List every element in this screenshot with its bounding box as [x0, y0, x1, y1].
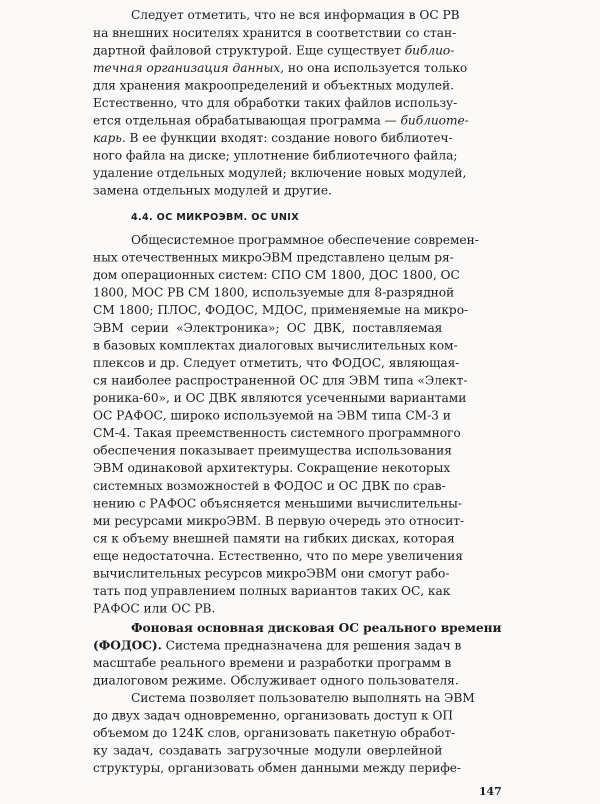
text-line: ется отдельная обрабатывающая программа — библиоте- [92, 113, 469, 128]
text-line: ных отечественных микроЭВМ представлено целым ря- [92, 250, 454, 265]
text-line: плексов и др. Следует отметить, что ФОДОС, являющая- [92, 356, 460, 371]
text-line: удаление отдельных модулей; включение новых модулей, [92, 166, 467, 181]
text-line: Следует отметить, что не вся информация в ОС РВ [130, 8, 460, 23]
text-line: системных возможностей в ФОДОС и ОС ДВК по срав- [92, 478, 446, 494]
text-line: ми ресурсами микроЭВМ. В первую очередь это относит- [92, 513, 465, 529]
text-line: тать под управлением полных вариантов таких ОС, как [92, 584, 451, 599]
text-line: РАФОС или ОС РВ. [92, 601, 216, 616]
text-line: Фоновая основная дисковая ОС реального времени [130, 620, 502, 636]
text-line: дом операционных систем: СПО СМ 1800, ДОС 1800, ОС [92, 268, 460, 283]
text-line: диалоговом режиме. Обслуживает одного пользователя. [92, 673, 459, 688]
text-line: для хранения макроопределений и объектных модулей. [92, 78, 454, 93]
text-line: еще недостаточна. Естественно, что по мере увеличения [92, 549, 463, 564]
text-line: Общесистемное программное обеспечение современ- [130, 233, 479, 248]
text-line: структуры, организовать обмен данными между перифе- [92, 761, 462, 776]
text-line: СМ 1800; ПЛОС, ФОДОС, МДОС, применяемые на микро- [92, 303, 469, 318]
text-line: ЭВМ одинаковой архитектуры. Сокращение некоторых [92, 461, 451, 476]
text-line: дартной файловой структурой. Еще существует библио- [92, 43, 455, 58]
text-line: 1800, МОС РВ СМ 1800, используемые для 8-разрядной [92, 285, 455, 301]
text-line: замена отдельных модулей и другие. [92, 183, 332, 199]
text-line: Система позволяет пользователю выполнять на ЭВМ [130, 691, 475, 706]
text-line: Естественно, что для обработки таких файлов использу- [92, 96, 458, 111]
text-line: нению с РАФОС объясняется меньшими вычислительны- [92, 496, 462, 511]
text-line: ЭВМ серии «Электроника»; ОС ДВК, поставляемая [92, 320, 443, 336]
text-line: роника-60», и ОС ДВК являются усеченными вариантами [92, 391, 467, 406]
text-line: карь. В ее функции входят: создание нового библиотеч- [92, 131, 453, 146]
text-line: ся наиболее распространенной ОС для ЭВМ типа «Элект- [92, 373, 468, 388]
text-line: ку задач, создавать загрузочные модули оверлейной [92, 743, 443, 759]
text-line: обеспечения показывает преимущества использования [92, 443, 452, 458]
text-line: объемом до 124К слов, организовать пакетную обработ- [92, 726, 456, 741]
text-line: течная организация данных, но она используется только [92, 61, 468, 76]
text-line: в базовых комплектах диалоговых вычислительных ком- [92, 338, 458, 353]
text-line: (ФОДОС). Система предназначена для решения задач в [92, 638, 462, 653]
text-line: ного файла на диске; уплотнение библиотечного файла; [92, 148, 458, 163]
text-line: ОС РАФОС, широко используемой на ЭВМ типа СМ-3 и [92, 408, 451, 423]
text-line: СМ-4. Такая преемственность системного программного [92, 426, 461, 441]
text-line: до двух задач одновременно, организовать доступ к ОП [92, 708, 454, 723]
page-number: 147 [478, 785, 502, 799]
text-line: на внешних носителях хранится в соответствии со стан- [92, 25, 457, 41]
section-heading: 4.4. ОС МИКРОЭВМ. ОС UNIX [130, 210, 299, 223]
text-line: масштабе реального времени и разработки программ в [92, 656, 452, 671]
text-line: вычислительных ресурсов микроЭВМ они смогут рабо- [92, 566, 450, 581]
text-line: ся к объему внешней памяти на гибких дисках, которая [92, 531, 455, 546]
